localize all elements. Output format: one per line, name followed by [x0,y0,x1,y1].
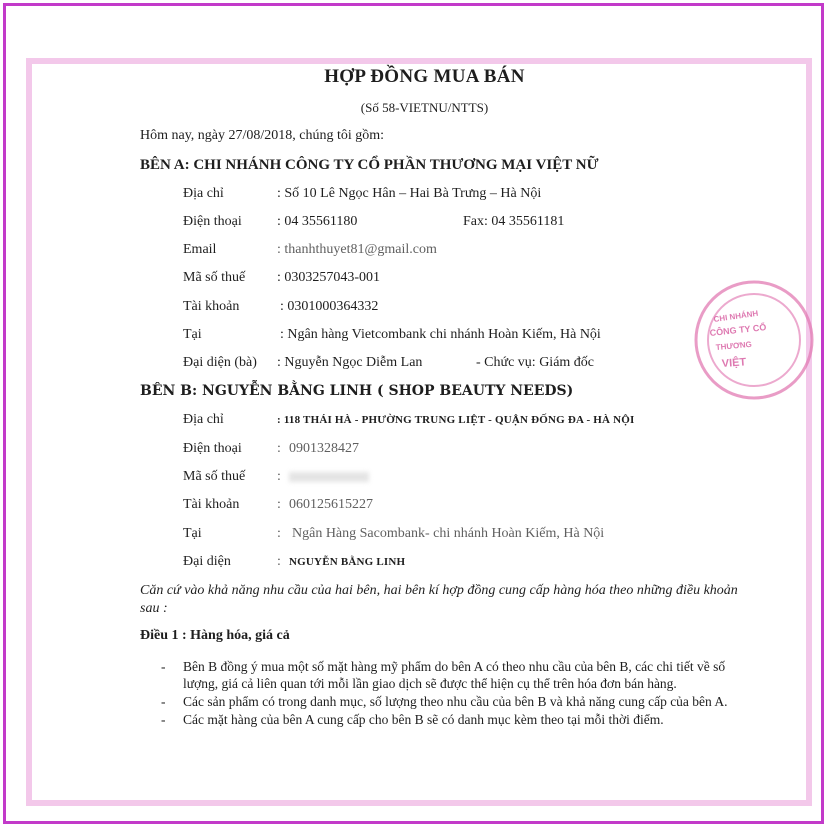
party-b-phone-label: Điện thoại [183,441,242,456]
party-a-bank-value: : Ngân hàng Vietcombank chi nhánh Hoàn Kiếm, Hà Nội [280,327,601,342]
party-b-phone-colon: : [277,441,281,456]
list-item [158,658,728,692]
party-a-address-value: : Số 10 Lê Ngọc Hân – Hai Bà Trưng – Hà Nội [277,186,542,201]
contract-title: HỢP ĐỒNG MUA BÁN [324,66,525,87]
svg-text:VIỆT: VIỆT [721,356,747,370]
party-b-account-colon: : [277,497,281,512]
intro-text: Hôm nay, ngày 27/08/2018, chúng tôi gồm: [140,128,385,143]
party-a-email-value: : thanhthuyet81@gmail.com [277,242,437,257]
bullet-dash: - [161,712,166,727]
bullet-dash: - [161,659,166,674]
article-1-items [158,658,728,729]
bullet-dash: - [161,694,166,709]
party-a-address-label: Địa chỉ [183,186,224,201]
party-a-rep-label: Đại diện (bà) [183,355,257,370]
article-1-title: Điều 1 : Hàng hóa, giá cả [140,628,290,643]
list-item-text: Các mặt hàng của bên A cung cấp cho bên B sẽ có danh mục kèm theo tại mỗi thời điểm. [183,712,664,727]
svg-text:THƯƠNG: THƯƠNG [715,339,753,352]
party-b-bank-label: Tại [183,526,202,541]
party-a-bank-label: Tại [183,327,202,342]
party-b-address-label: Địa chỉ [183,412,224,427]
party-a-tax-value: : 0303257043-001 [277,270,381,285]
party-a-email-label: Email [183,242,217,257]
party-a-fax-value: Fax: 04 35561181 [463,214,565,229]
party-b-address-value: : 118 THÁI HÀ - PHƯỜNG TRUNG LIỆT - QUẬN ĐỐNG ĐA - HÀ NỘI [277,414,635,426]
party-a-phone-value: : 04 35561180 [277,214,358,229]
contract-basis: Căn cứ vào khả năng nhu cầu của hai bên, hai bên kí hợp đồng cung cấp hàng hóa theo những điều khoản sau : [140,583,738,616]
party-b-tax-colon: : [277,469,281,484]
party-a-account-label: Tài khoản [183,299,240,314]
party-a-tax-label: Mã số thuế [183,270,246,285]
party-b-tax-label: Mã số thuế [183,469,246,484]
party-b-rep-colon: : [277,554,281,569]
party-b-heading: BÊN B: NGUYỄN BẰNG LINH ( SHOP BEAUTY NEEDS) [140,383,574,399]
party-b-account-value: 060125615227 [289,497,373,512]
party-a-position-value: - Chức vụ: Giám đốc [476,355,595,370]
list-item [158,693,728,710]
party-b-phone-value: 0901328427 [289,441,359,456]
list-item-text: Các sản phẩm có trong danh mục, số lượng theo nhu cầu của bên B và khả năng cung cấp của bên A. [183,694,728,709]
party-a-phone-label: Điện thoại [183,214,242,229]
svg-text:CÔNG TY CỔ: CÔNG TY CỔ [709,322,767,338]
list-item [158,711,728,728]
party-b-rep-label: Đại diện [183,554,231,569]
party-b-bank-value: Ngân Hàng Sacombank- chi nhánh Hoàn Kiếm, Hà Nội [292,526,605,541]
party-b-bank-colon: : [277,526,281,541]
party-a-heading: BÊN A: CHI NHÁNH CÔNG TY CỔ PHẦN THƯƠNG MẠI VIỆT NỮ [140,157,599,173]
contract-number: (Số 58-VIETNU/NTTS) [360,100,489,115]
party-b-rep-value: NGUYỄN BẰNG LINH [289,556,406,568]
party-a-account-value: : 0301000364332 [280,299,379,314]
list-item-text: Bên B đồng ý mua một số mặt hàng mỹ phẩm do bên A có theo nhu cầu của bên B, các chi tiết về số lượng, giá cả liên quan tới mỗi lần giao dịch sẽ được thể hiện cụ thể trên hóa đơn bán hàng. [183,659,726,691]
party-b-account-label: Tài khoản [183,497,240,512]
party-b-tax-redacted [289,472,369,482]
svg-text:CHI NHÁNH: CHI NHÁNH [713,308,759,324]
party-a-rep-value: : Nguyễn Ngọc Diễm Lan [277,355,423,370]
